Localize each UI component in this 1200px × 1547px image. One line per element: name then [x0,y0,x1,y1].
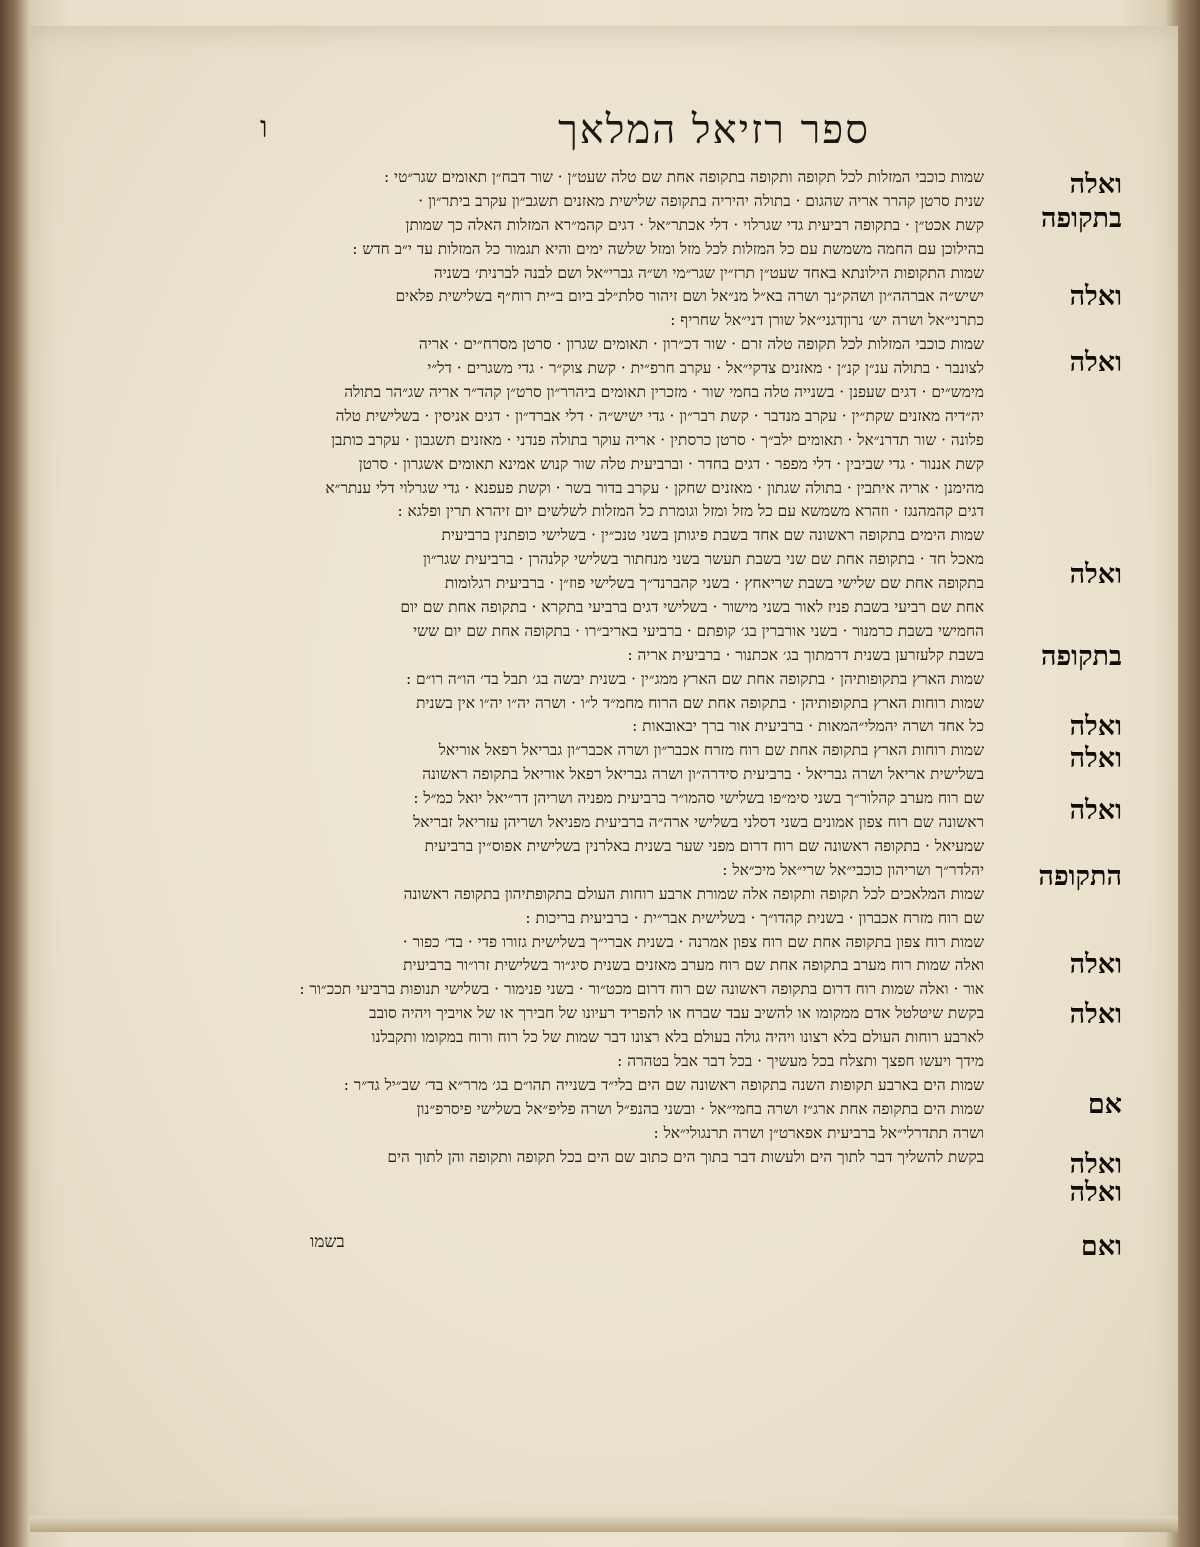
margin-keyword: ואלה [1069,743,1122,774]
margin-keyword: ואלה [1069,949,1122,980]
text-line: שם רוח מערב קהלור״ך בשני סימ״פו בשלישי סהמו״ר ברביעית מפניה ושריהן דר״יאל יואל כמ״ל : [413,789,984,808]
running-title: ספר רזיאל המלאך [558,107,870,153]
catchword: בשמו [310,1232,345,1252]
margin-keyword: אם [1087,1089,1122,1120]
text-line: יה״דיה מאזנים שקת״ין · עקרב מנדבר · קשת רבר״ון · גדי ישיש״ה · דלי אברד״ון · דגים אניסין · בשלישית טלה [335,406,984,425]
text-line: לצונבר · בתולה ענ״ן קנ״ן · מאזנים צדקי״אל · עקרב חרפ״ית · קשת צוק״ר · גדי משגרים · דל״י [427,359,984,378]
text-line: ושרה תתדרלי״אל ברביעית אפארט״ן ושרה תרנגולי״אל : [653,1123,984,1142]
margin-keyword: ואלה [1069,169,1122,200]
margin-keyword: ואלה [1069,711,1122,742]
text-line: פלונה · שור תדרנ״אל · תאומים ילב״ך · סרטן כרסתין · אריה עוקר בתולה פנדני · מאזנים תשגבון · עקרב כותבן [331,430,984,449]
text-line: שמות רוחות הארץ בתקופה אחת שם רוח מזרח אכבר״ון ושרה אכבר״ון גבריאל רפאל אוריאל [438,741,984,760]
text-line: שמות רוחות הארץ בתקופותיהן · בתקופה אחת שם הרוח מחמ״ד ל״ו · ושרה יה״ו יה״ו אין בשנית [416,693,984,712]
margin-keyword: בתקופה [1040,203,1122,234]
margin-keyword: ואם [1080,1231,1122,1262]
text-line: כל אחד ושרה יהמלי״המאות · ברביעית אור ברך יבאובאות : [632,717,984,736]
margin-keywords [984,0,1134,1547]
margin-keyword: התקופה [1038,861,1122,892]
text-line: בקשת שיטלטל אדם ממקומו או להשיב עבד שברח או להפריד רעיונו של חבירך או של אויביך ויהיה סובב [369,1004,984,1023]
page-header [260,104,980,164]
main-text-block [232,166,984,1169]
margin-keyword: ואלה [1069,1149,1122,1180]
margin-keyword: ואלה [1069,559,1122,590]
text-line: החמישי בשבת כרמנור · בשני אורברין בג׳ קופתם · ברביעי באריב״רו · בתקופה אחת שם יום ששי [413,621,984,640]
margin-keyword: ואלה [1069,999,1122,1030]
text-line: אור · ואלה שמות רוח דרום בתקופה ראשונה שם רוח דרום מכט״ור · בשני פנימור · בשלישי תנופות ברביעי תככ״ור : [299,980,984,999]
text-line: שמות הימים בתקופה ראשונה שם אחד בשבת פיגותן בשני טנכ״ין · בשלישי כופתנין ברביעית [441,526,984,545]
text-line: בקשת להשליך דבר לתוך הים ולעשות דבר בתוך הים כתוב שם הים בכל תקופה ותקופה והן לתוך הים [387,1147,984,1166]
text-line: שמות כוכבי המזלות לכל תקופה ותקופה בתקופה אחת שם טלה שעט״ן · שור דבח״ן תאומים שגר״טי : [383,168,984,186]
folio-number: ו [260,110,268,145]
text-line: ואלה שמות רוח מערב בתקופה אחת שם רוח מערב מאזנים בשנית סיג״ור בשלישית זרו״ור ברביעית [403,956,984,975]
text-line: כתרני״אל ושרה יש׳ נרוןדגני״אל שורן דני״אל שחריף : [670,311,984,330]
text-line: ראשונה שם רוח צפון אמונים בשני דסלני בשלישי ארה״ה ברביעית מפניאל ושריהן עזריאל זבריאל [413,813,984,832]
text-line: מימש״ים · דגים שעפנן · בשנייה טלה בחמי שור · מזכרין תאומים ביהרר״ון סרט״ן קהד״ר אריה שג״הר בתולה [344,383,984,402]
margin-keyword: ואלה [1069,347,1122,378]
text-line: שם רוח מזרח אכברון · בשנית קהדו״ך · בשלישית אבר״ית · ברביעית בריכות : [525,908,984,927]
text-line: שמות הים בתקופה אחת ארג״ז ושרה בחמי״אל · ובשני בהנפ״ל ושרה פליפ״אל בשלישי פיסרפ״נון [416,1099,984,1118]
text-line: יהלדר״ך ושריהון כוכבי״אל שרי״אל מיכ״אל : [722,860,984,879]
text-line: מהימנן · אריה איתבין · בתולה שגתון · מאזנים שחקן · עקרב בדור בשר · וקשת פעפנא · גדי שגרלוי דלי ענתר״א [325,478,984,497]
text-line: בשלישית אריאל ושרה גבריאל · ברביעית סידרה״ון ושרה גבריאל רפאל אוריאל בתקופה ראשונה [422,765,984,784]
text-line: דגים קהמהנגז · וזהרא משמשא עם כל מזל ומזל וגומרת כל המזלות לשלשים יום זיהרא תרין ופלגא : [397,502,984,521]
text-line: שנית סרטן קהרר אריה שהגום · בתולה יהיריה בתקופה שלישית מאזנים תשגב״ון עקרב ביתר״ון · [418,191,984,210]
text-line: שמות כוכבי המזלות לכל תקופה טלה זרם · שור דכ״רון · תאומים שגרון · סרטן מסרח״ים · אריה [418,335,984,354]
margin-keyword: ואלה [1069,795,1122,826]
text-line: שמעיאל · בתקופה ראשונה שם רוח דרום מפני שער בשנית באלרנין בשלישית אפוס״ין ברביעית [424,836,984,855]
text-line: שמות הים בארבע תקופות השנה בתקופה ראשונה שם הים בלי״ד בשנייה תהו״ם בג׳ מרר״א בד׳ שב״יל גד״ר : [343,1075,984,1094]
margin-keyword: ואלה [1069,281,1122,312]
text-line: בתקופה אחת שם שלישי בשבת שריאחץ · בשני קהברנד״ך בשלישי פוז״ן · ברביעית רגלומות [444,574,984,593]
text-line: שמות המלאכים לכל תקופה ותקופה אלה שמורת ארבע רוחות העולם בתקופתיהון בתקופה ראשונה [403,884,984,903]
text-line: בשבת קלעזרען בשנית דרמתוך בג׳ אכתנור · ברביעית אריה : [627,645,984,664]
text-line: קשת אכט״ן · בתקופה רביעית גדי שגרלוי · דלי אכתר״אל · דגים קהמ״רא המזלות האלה כך שמותן [405,215,984,234]
text-line: שמות התקופות הילונתא באחד שעט״ן תרז״ין שגר״מי וש״ה גברי״אל ושם לבנה לברנית׳ בשניה [433,263,984,282]
text-line: מידך ויעשו חפצך ותצלח בכל מעשיך · בכל דבר אבל בטהרה : [617,1051,984,1070]
text-line: מאכל חד · בתקופה אחת שם שני בשבת תעשר בשני מנחתור בשלישי קלנהרן · ברביעית שגר״ון [422,550,984,569]
text-line: אחת שם רביעי בשבת פניז לאור בשני מישור · בשלישי דגים ברביעי בתקרא · בתקופה אחת שם יום [400,598,984,617]
text-line: קשת אננור · גדי שביבין · דלי מפפר · דגים בחדר · וברביעית טלה שור קנוש אמינא תאומים אשגרון · סרטן [358,454,984,473]
margin-keyword: ואלה [1069,1177,1122,1208]
text-line: שמות רוח צפון בתקופה אחת שם רוח צפון אמרנה · בשנית אברי״ך בשלישית גזורו פדי · בד׳ כפור · [402,932,984,951]
margin-keyword: בתקופה [1040,641,1122,672]
text-line: שמות הארץ בתקופותיהן · בתקופה אחת שם הארץ ממג״ין · בשנית יבשה בג׳ תבל בד׳ הו״ה רו״ם : [405,669,984,688]
text-line: ישיש״ה אברהה״ון ושהק״נך ושרה בא״ל מנ״אל ושם זיהור סלת״לב ביום ב״ית רוח״ף בשלישית פלאים [395,287,984,306]
text-line: לארבע רוחות העולם בלא רצונו ויהיה גולה בעולם בלא רצונו דבר שמות של כל רוח ורוח במקומו ותקבלנו [371,1028,984,1047]
text-line: בהילוכן עם החמה משמשת עם כל המזלות לכל מזל ומזל שלשה ימים והיא תגמור כל המזלות עד י״ב חדש : [352,239,984,258]
